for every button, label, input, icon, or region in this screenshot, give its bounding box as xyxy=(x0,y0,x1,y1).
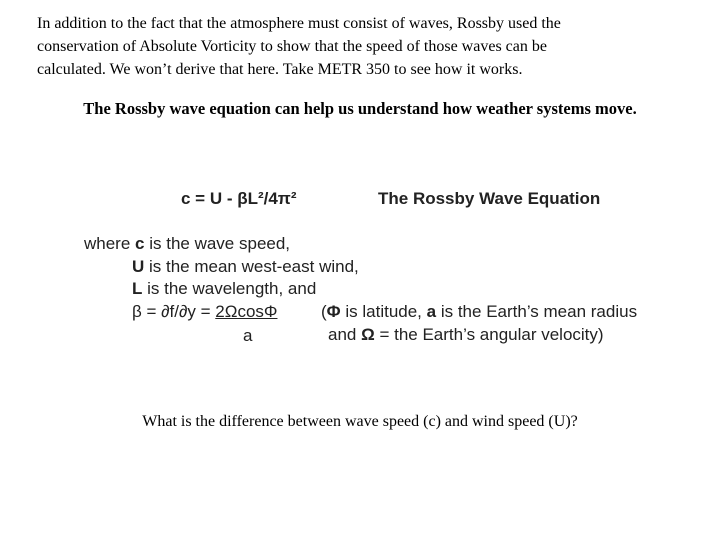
question: What is the difference between wave speed (c) and wind speed (U)? xyxy=(142,413,578,430)
definition-l: L is the wavelength, and xyxy=(132,279,317,298)
definition-omega: and Ω = the Earth’s angular velocity) xyxy=(328,325,604,344)
intro-line: In addition to the fact that the atmosphere must consist of waves, Rossby used the xyxy=(37,15,561,32)
intro-paragraph xyxy=(37,12,707,81)
definition-phi: (Φ is latitude, a is the Earth’s mean radius xyxy=(321,302,638,321)
definition-u: U is the mean west-east wind, xyxy=(132,257,359,276)
rossby-formula: c = U - βL²/4π² xyxy=(181,189,297,208)
definition-beta: β = ∂f/∂y = 2ΩcosΦ xyxy=(132,302,278,321)
intro-line: calculated. We won’t derive that here. Take METR 350 to see how it works. xyxy=(37,61,523,78)
intro-line: conservation of Absolute Vorticity to show that the speed of those waves can be xyxy=(37,38,547,55)
beta-denominator: a xyxy=(243,326,253,345)
beta-numerator: 2ΩcosΦ xyxy=(215,302,278,321)
headline: The Rossby wave equation can help us understand how weather systems move. xyxy=(83,99,637,118)
equation-title: The Rossby Wave Equation xyxy=(378,189,601,208)
definition-c: where c is the wave speed, xyxy=(84,234,291,253)
